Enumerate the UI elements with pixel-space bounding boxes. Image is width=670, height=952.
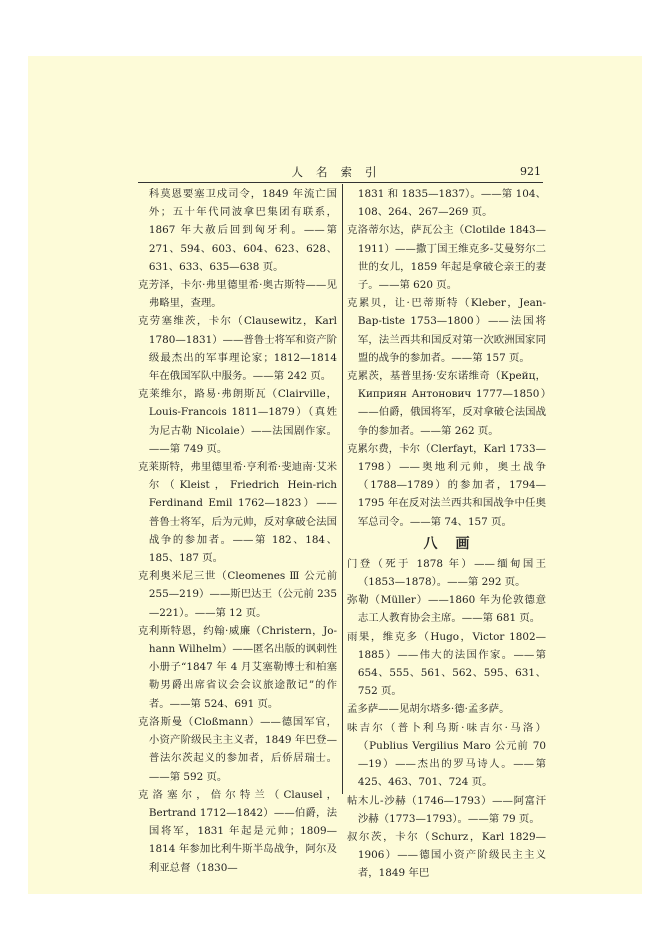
index-entry: 弥勒（Müller）——1860 年为伦敦德意志工人教育协会主席。——第 681 页。 bbox=[347, 594, 546, 625]
index-entry: 味吉尔（普卜利乌斯·味吉尔·马洛）（Publius Vergilius Maro 公元前 70—19）——杰出的罗马诗人。——第 425、463、701、724 页。 bbox=[347, 721, 546, 789]
index-entry: 克利斯特恩，约翰·威廉（Christern，Jo-hann Wilhelm）——匿名出版的讽刺性小册子“1847 年 4 月艾塞勒博士和柏塞勒男爵出席省议会会议旅途散记”的作者。——第 524、691 页。 bbox=[138, 624, 337, 710]
index-entry: 克累贝，让·巴蒂斯特（Kleber，Jean-Bap-tiste 1753—1800）——法国将军，法兰西共和国反对第一次欧洲国家同盟的战争的参加者。——第 157 页。 bbox=[347, 297, 546, 364]
index-entry: 克洛斯曼（Cloßmann）——德国军官，小资产阶级民主主义者，1849 年巴登—普法尔茨起义的参加者，后侨居瑞士。——第 592 页。 bbox=[138, 715, 337, 783]
index-entry: 孟多萨——见胡尔塔多·德·孟多萨。 bbox=[347, 703, 510, 716]
index-entry: 克洛塞尔，倍尔特兰（Clausel，Bertrand 1712—1842）——伯爵，法国将军，1831 年起是元帅；1809—1814 年参加比利牛斯半岛战争，阿尔及利亚总督（1830— bbox=[138, 788, 337, 874]
index-entry: 帖木儿-沙赫（1746—1793）——阿富汗沙赫（1773—1793）。——第 79 页。 bbox=[347, 794, 546, 825]
header-title: 人名索引 bbox=[291, 165, 390, 179]
running-header bbox=[138, 163, 543, 181]
index-entry: 克累尔费，卡尔（Clerfayt，Karl 1733—1798）——奥地利元帅，奥土战争（1788—1789）的参加者，1794—1795 年在反对法兰西共和国战争中任奥军总司令。——第 74、157 页。 bbox=[347, 442, 546, 528]
index-entry: 克劳塞维茨，卡尔（Clausewitz，Karl 1780—1831）——普鲁士将军和资产阶级最杰出的军事理论家；1812—1814 年在俄国军队中服务。——第 242 页。 bbox=[138, 315, 337, 383]
index-entry: 克利奥米尼三世（Cleomenes Ⅲ 公元前 255—219）——斯巴达王（公元前 235—221）。——第 12 页。 bbox=[138, 570, 337, 619]
section-heading: 八画 bbox=[423, 535, 488, 552]
index-entry: 克洛蒂尔达，萨瓦公主（Clotilde 1843—1911）——撒丁国王维克多-艾曼努尔二世的女儿，1859 年起是拿破仑亲王的妻子。——第 620 页。 bbox=[347, 224, 546, 292]
index-entry: 克累茨，基普里扬·安东诺维奇（Крейц，Киприян Антонович 1777—1850）——伯爵，俄国将军，反对拿破仑法国战争的参加者。——第 262 页。 bbox=[347, 370, 546, 437]
index-entry: 叔尔茨，卡尔（Schurz，Karl 1829—1906）——德国小资产阶级民主主义者，1849 年巴 bbox=[347, 830, 546, 880]
index-entry: 1831 和 1835—1837）。——第 104、108、264、267—269 页。 bbox=[357, 188, 546, 219]
page-number: 921 bbox=[520, 165, 541, 178]
index-entry: 科莫恩要塞卫戍司令，1849 年流亡国外；五十年代同波拿巴集团有联系，1867 年大赦后回到匈牙利。——第 271、594、603、604、623、628、631、633、635—638 页。 bbox=[148, 188, 337, 273]
column-divider bbox=[342, 184, 343, 794]
index-entry: 雨果，维克多（Hugo，Victor 1802—1885）——伟大的法国作家。——第 654、555、561、562、595、631、752 页。 bbox=[347, 630, 546, 698]
left-column bbox=[138, 185, 337, 877]
right-column bbox=[347, 185, 546, 883]
index-entry: 门登（死于 1878 年）——缅甸国王（1853—1878）。——第 292 页。 bbox=[347, 557, 546, 589]
header-rule bbox=[138, 182, 543, 183]
index-entry: 克莱维尔，路易·弗朗斯瓦（Clairville，Louis-Francois 1811—1879）（真姓为尼古勒 Nicolaie）——法国剧作家。——第 749 页。 bbox=[138, 388, 337, 455]
index-entry: 克莱斯特，弗里德里希·亨利希·斐迪南·艾米尔（Kleist，Friedrich Hein-rich Ferdinand Emil 1762—1823）——普鲁士将军，后为元帅，反对拿破仑法国战争的参加者。——第 182、184、185、187 页。 bbox=[138, 461, 337, 565]
index-entry: 克芳泽，卡尔·弗里德里希·奥古斯特——见弗略里，查理。 bbox=[138, 279, 337, 310]
